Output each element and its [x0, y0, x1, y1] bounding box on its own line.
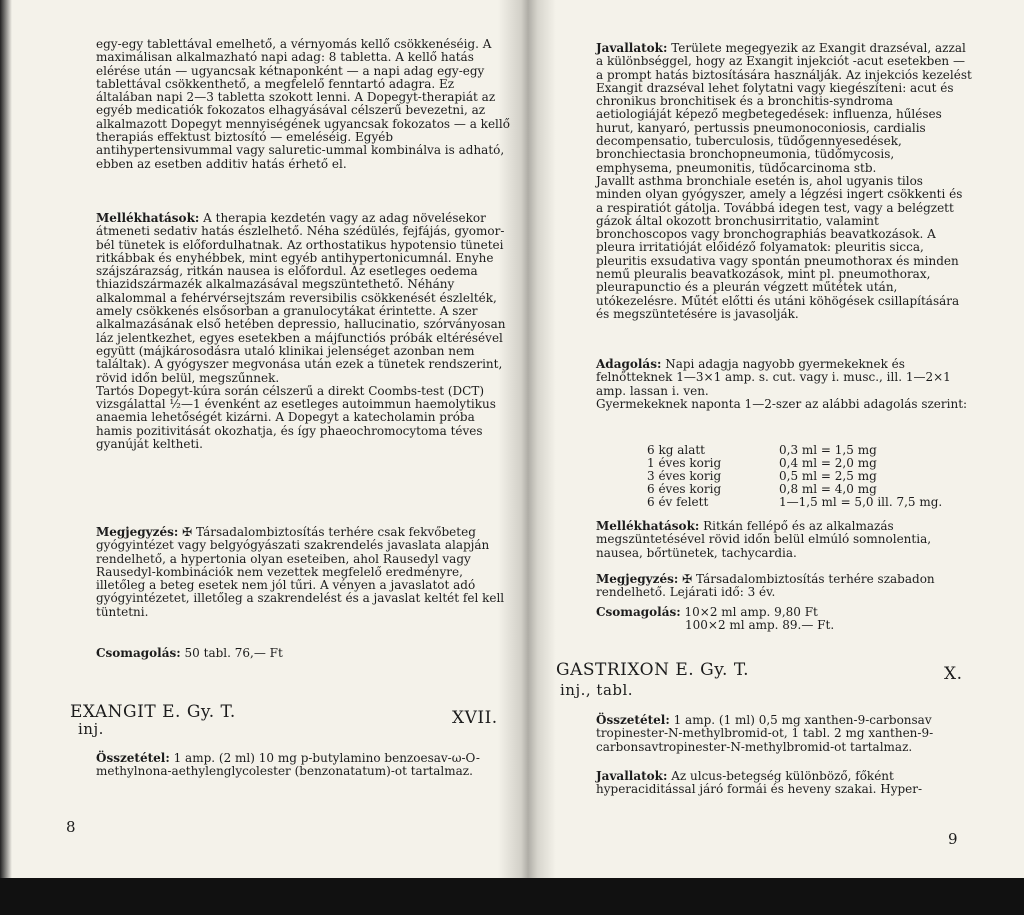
dosage-age: 6 kg alatt	[647, 443, 706, 457]
exangit-heading	[70, 702, 236, 722]
dosage-amount: 1—1,5 ml = 5,0 ill. 7,5 mg.	[779, 495, 943, 509]
tb-cross-icon: ✠	[182, 525, 193, 539]
exangit-form: inj.	[78, 720, 104, 738]
dosage-table-block	[647, 444, 942, 509]
page-number-left: 8	[66, 818, 76, 836]
indications-label: Javallatok:	[596, 41, 668, 55]
dosage-label: Adagolás:	[596, 357, 662, 371]
exangit-composition	[96, 752, 496, 779]
side-effects-text: A therapia kezdetén vagy az adag növelésekor átmeneti sedativ hatás észlelhető. Néha szédülés, fejfájás, gyomor-bél tünetek is előfordulhatnak. Az orthostatikus hypotensio tünetei ritkábbak és enyhébbek, mint egyéb antihypertonicumnál. Enyhe szájszárazság, ritkán nausea is előfordul. Az esetleges oedema thiazidszármazék alkalmazásával megszüntethető. Néhány alkalommal a fehérvérsejtszám reversibilis csökkenését észlelték, amely csökkenés elsősorban a granulocytákat érintette. A szer alkalmazásának első hetében depressio, hallucinatio, szórványosan láz jelentkezhet, egyes esetekben a májfunctiós próbák eltérésével együtt (májkárosodásra utaló klinikai jelenséget azonban nem találtak). A gyógyszer megvonása után ezek a tünetek rendszerint, rövid időn belül, megszűnnek. Tartós Dopegyt-kúra során célszerű a direkt Coombs-test (DCT) vizsgálattal ½—1 évenként az esetleges autoimmun haemolytikus anaemia lehetőségét kizárni. A Dopegyt a katecholamin próba hamis pozitivitását okozhatja, és így phaeochromocytoma téves gyanúját keltheti.	[96, 211, 506, 452]
packaging-text: 50 tabl. 76,— Ft	[184, 646, 283, 660]
side-effects-label: Mellékhatások:	[96, 211, 200, 225]
exangit-indications	[596, 42, 972, 321]
exangit-note	[596, 573, 972, 600]
packaging-label: Csomagolás:	[96, 646, 181, 660]
dopegyt-dosage-text: egy-egy tablettával emelhető, a vérnyomás kellő csökkenéséig. A maximálisan alkalmazható napi adag: 8 tabletta. A kellő hatás elérése után — ugyancsak kétnaponként — a napi adag egy-egy tablettával csökkenthető, a megfelelő fenntartó adagra. Ez általában napi 2—3 tabletta szokott lenni. A Dopegyt-therapiát az egyéb medicatiók fokozatos elhagyásával célszerű bevezetni, az alkalmazott Dopegyt mennyiségének ugyancsak fokozatos — a kellő therapiás effektust biztosító — emeléséig. Egyéb antihypertensivummal vagy saluretic-ummal kombinálva is adható, ebben az esetben additiv hatás érhető el.	[96, 37, 510, 171]
dosage-amount: 0,4 ml = 2,0 mg	[779, 456, 877, 470]
gastrixon-form: inj., tabl.	[560, 681, 634, 699]
dosage-amount: 0,3 ml = 1,5 mg	[779, 443, 877, 457]
exangit-dosage	[596, 358, 972, 411]
entry-maker: E. Gy. T.	[675, 660, 750, 680]
scan-border	[0, 878, 1024, 915]
indications-label: Javallatok:	[596, 769, 668, 783]
dosage-amount: 0,5 ml = 2,5 mg	[779, 469, 877, 483]
entry-name: GASTRIXON	[556, 660, 670, 680]
dosage-amount: 0,8 ml = 4,0 mg	[779, 482, 877, 496]
note-label: Megjegyzés:	[596, 572, 679, 586]
side-effects-text: Ritkán fellépő és az alkalmazás megszüntetésével rövid időn belül elmúló somnolentia, nausea, bőrtünetek, tachycardia.	[596, 519, 932, 560]
packaging-line-2: 100×2 ml amp. 89.— Ft.	[685, 618, 835, 633]
dosage-age: 6 év felett	[647, 495, 709, 509]
note-text: Társadalombiztosítás terhére csak fekvőbeteg gyógyintézet vagy belgyógyászati szakrendelés javaslata alapján rendelhető, a hypertonia olyan eseteiben, ahol Rausedyl vagy Rausedyl-kombinációk nem vezettek megfelelő eredményre, illetőleg a beteg esetek nem jól tűri. A vényen a javaslatot adó gyógyintézetet, illetőleg a szakrendelést és a javaslat keltét fel kell tüntetni.	[96, 525, 505, 619]
gastrixon-indications	[596, 770, 972, 797]
dosage-table	[647, 444, 942, 509]
composition-label: Összetétel:	[596, 713, 670, 727]
dosage-age: 6 éves korig	[647, 482, 722, 496]
composition-label: Összetétel:	[96, 751, 170, 765]
side-effects-label: Mellékhatások:	[596, 519, 700, 533]
indications-text: Területe megegyezik az Exangit drazséval, azzal a különbséggel, hogy az Exangit injekciót -acut esetekben — a prompt hatás biztosítására használják. Az injekciós kezelést Exangit drazséval lehet folytatni vagy kiegészíteni: acut és chronikus bronchitisek és a bronchitis-syndroma aetiologiáját képező megbetegedések: influenza, hűléses hurut, kanyaró, pertussis pneumonoconiosis, cardialis decompensatio, tuberculosis, tüdőgennyesedések, bronchiectasia bronchopneumonia, tüdőmycosis, emphysema, pneumonitis, tüdőcarcinoma stb. Javallt asthma bronchiale esetén is, ahol ugyanis tilos minden olyan gyógyszer, amely a légzési ingert csökkenti és a respiratiót gátolja. Továbbá idegen test, vagy a belégzett gázok által okozott bronchusirritatio, valamint bronchoscopos vagy bronchographiás beavatkozások. A pleura irritatióját előidéző folyamatok: pleuritis sicca, pleuritis exsudativa vagy spontán pneumothorax és minden nemű pleuralis beavatkozások, mint pl. pneumothorax, pleurapunctio és a pleurán végzett műtétek után, utókezelésre. Műtét előtti és utáni köhögések csillapítására és megszüntetésére is javasolják.	[596, 41, 972, 321]
page-number-right: 9	[948, 830, 958, 848]
exangit-packaging	[596, 606, 972, 633]
dopegyt-packaging	[96, 647, 510, 660]
entry-maker: E. Gy. T.	[162, 702, 236, 722]
dosage-text: Napi adagja nagyobb gyermekeknek és felnőtteknek 1—3×1 amp. s. cut. vagy i. musc., ill. 1—2×1 amp. lassan i. ven. Gyermekeknek naponta 1—2-szer az alábbi adagolás szerint:	[596, 357, 968, 411]
note-label: Megjegyzés:	[96, 525, 179, 539]
tb-cross-icon: ✠	[682, 572, 693, 586]
dopegyt-side-effects	[96, 212, 510, 451]
entry-name: EXANGIT	[70, 702, 157, 722]
packaging-label: Csomagolás:	[596, 605, 681, 619]
dopegyt-note	[96, 526, 510, 619]
composition-text: 1 amp. (2 ml) 10 mg p-butylamino benzoesav-ω-O-methylnona-aethylenglycolester (benzonatatum)-ot tartalmaz.	[96, 751, 480, 779]
packaging-line-1: 10×2 ml amp. 9,80 Ft	[684, 605, 818, 619]
exangit-side-effects	[596, 520, 972, 560]
dosage-age: 3 éves korig	[647, 469, 722, 483]
exangit-group: XVII.	[452, 708, 498, 728]
dosage-row	[647, 496, 942, 509]
dosage-age: 1 éves korig	[647, 456, 722, 470]
gastrixon-composition	[596, 714, 972, 754]
gastrixon-group: X.	[944, 664, 963, 684]
gastrixon-heading	[556, 660, 749, 680]
page-edge-shadow	[0, 0, 12, 878]
indications-text: Az ulcus-betegség különböző, főként hyperaciditással járó formái és heveny szakai. Hyper-	[596, 769, 923, 797]
composition-text: 1 amp. (1 ml) 0,5 mg xanthen-9-carbonsav tropinester-N-methylbromid-ot, 1 tabl. 2 mg xanthen-9-carbonsavtropinester-N-methylbromid-ot tartalmaz.	[596, 713, 934, 754]
note-text: Társadalombiztosítás terhére szabadon rendelhető. Lejárati idő: 3 év.	[596, 572, 935, 600]
